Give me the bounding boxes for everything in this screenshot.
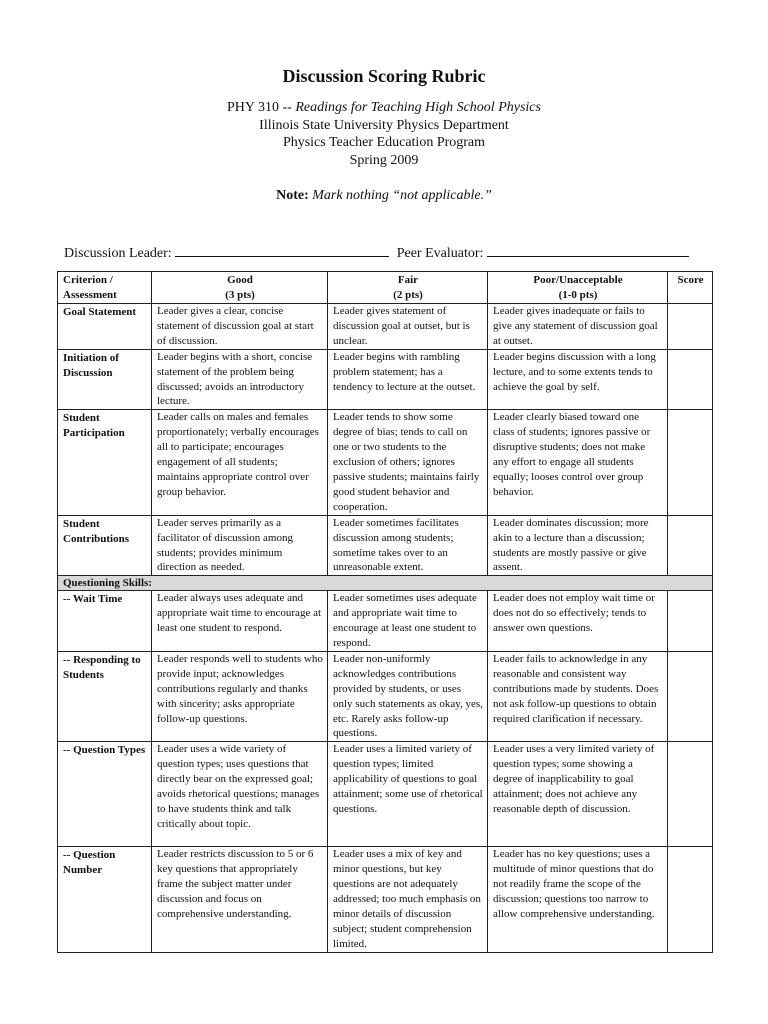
poor-cell: Leader gives inadequate or fails to give any statement of discussion goal at outset. bbox=[488, 304, 668, 350]
fair-points: (2 pts) bbox=[393, 288, 423, 301]
poor-cell: Leader fails to acknowledge in any reasonable and consistent way contributions made by students. Does not ask follow-up questions to obtain required clarification if necessary. bbox=[488, 651, 668, 741]
poor-cell: Leader does not employ wait time or does not do so effectively; tends to answer own questions. bbox=[488, 591, 668, 652]
score-cell[interactable] bbox=[668, 591, 713, 652]
fair-cell: Leader non-uniformly acknowledges contributions provided by students, or uses only such statements as okay, yes, etc. Rarely asks follow-up questions. bbox=[328, 651, 488, 741]
section-row bbox=[58, 576, 713, 591]
score-cell[interactable] bbox=[668, 847, 713, 952]
criterion-cell: Student Participation bbox=[58, 410, 152, 515]
table-row bbox=[58, 304, 713, 350]
evaluator-field[interactable] bbox=[487, 243, 689, 257]
fair-header bbox=[328, 272, 488, 304]
score-cell[interactable] bbox=[668, 651, 713, 741]
score-cell[interactable] bbox=[668, 410, 713, 515]
evaluator-label: Peer Evaluator: bbox=[396, 246, 484, 261]
criterion-header: Criterion / Assessment bbox=[58, 272, 152, 304]
fair-cell: Leader sometimes uses adequate and appropriate wait time to encourage at least one student to respond. bbox=[328, 591, 488, 652]
fair-cell: Leader begins with rambling problem statement; has a tendency to lecture at the outset. bbox=[328, 349, 488, 410]
good-points: (3 pts) bbox=[225, 288, 255, 301]
good-header bbox=[152, 272, 328, 304]
table-row bbox=[58, 847, 713, 952]
score-cell[interactable] bbox=[668, 304, 713, 350]
good-cell: Leader gives a clear, concise statement of discussion goal at start of discussion. bbox=[152, 304, 328, 350]
table-row bbox=[58, 651, 713, 741]
leader-label: Discussion Leader: bbox=[64, 246, 172, 261]
note-text: Mark nothing “not applicable.” bbox=[312, 188, 492, 203]
table-row bbox=[58, 591, 713, 652]
poor-label: Poor/Unacceptable bbox=[533, 274, 623, 286]
page-title: Discussion Scoring Rubric bbox=[282, 66, 486, 86]
rubric-table bbox=[57, 271, 713, 953]
good-cell: Leader uses a wide variety of question types; uses questions that directly bear on the expressed goal; avoids rhetorical questions; manages to have students think and talk critically about topic. bbox=[152, 742, 328, 847]
score-cell[interactable] bbox=[668, 349, 713, 410]
criterion-cell: Initiation of Discussion bbox=[58, 349, 152, 410]
good-cell: Leader calls on males and females proportionately; verbally encourages all to participate; encourages engagement of all students; maintains appropriate control over group behavior. bbox=[152, 410, 328, 515]
good-cell: Leader restricts discussion to 5 or 6 key questions that appropriately frame the subject matter under discussion and focus on comprehensive understanding. bbox=[152, 847, 328, 952]
poor-cell: Leader dominates discussion; more akin to a lecture than a discussion; students are mostly passive or give assent. bbox=[488, 515, 668, 576]
criterion-cell: -- Question Number bbox=[58, 847, 152, 952]
poor-cell: Leader begins discussion with a long lecture, and to some extents tends to achieve the goal by self. bbox=[488, 349, 668, 410]
section-heading: Questioning Skills: bbox=[58, 576, 713, 591]
poor-header bbox=[488, 272, 668, 304]
fair-cell: Leader gives statement of discussion goal at outset, but is unclear. bbox=[328, 304, 488, 350]
good-label: Good bbox=[227, 274, 253, 286]
note-label: Note: bbox=[276, 188, 309, 203]
table-row bbox=[58, 515, 713, 576]
good-cell: Leader begins with a short, concise statement of the problem being discussed; avoids an introductory lecture. bbox=[152, 349, 328, 410]
table-row bbox=[58, 349, 713, 410]
score-header: Score bbox=[668, 272, 713, 304]
criterion-cell: -- Question Types bbox=[58, 742, 152, 847]
score-cell[interactable] bbox=[668, 515, 713, 576]
good-cell: Leader responds well to students who provide input; acknowledges contributions regularly and thanks with sincerity; asks appropriate follow-up questions. bbox=[152, 651, 328, 741]
department: Illinois State University Physics Department bbox=[259, 117, 509, 133]
fair-cell: Leader sometimes facilitates discussion among students; sometime takes over to an unreasonable extent. bbox=[328, 515, 488, 576]
leader-field[interactable] bbox=[175, 243, 389, 257]
criterion-cell: -- Responding to Students bbox=[58, 651, 152, 741]
criterion-cell: Goal Statement bbox=[58, 304, 152, 350]
fair-cell: Leader uses a mix of key and minor questions, but key questions are not adequately addressed; too much emphasis on minor details of discussion subject; student comprehension limited. bbox=[328, 847, 488, 952]
good-cell: Leader serves primarily as a facilitator of discussion among students; provides minimum direction as needed. bbox=[152, 515, 328, 576]
course-header bbox=[0, 99, 768, 169]
table-row bbox=[58, 410, 713, 515]
fair-cell: Leader tends to show some degree of bias; tends to call on one or two students to the exclusion of others; ignores passive students; maintains fairly good student behavior and cooperation. bbox=[328, 410, 488, 515]
course-line bbox=[0, 99, 768, 117]
header-row bbox=[58, 272, 713, 304]
evaluation-fields bbox=[64, 243, 704, 262]
criterion-cell: -- Wait Time bbox=[58, 591, 152, 652]
note bbox=[0, 188, 768, 204]
term: Spring 2009 bbox=[349, 152, 419, 168]
program: Physics Teacher Education Program bbox=[282, 135, 486, 150]
course-code: PHY 310 -- bbox=[227, 100, 296, 115]
table-row bbox=[58, 742, 713, 847]
good-cell: Leader always uses adequate and appropriate wait time to encourage at least one student to respond. bbox=[152, 591, 328, 652]
course-name: Readings for Teaching High School Physics bbox=[295, 100, 541, 115]
poor-cell: Leader clearly biased toward one class of students; ignores passive or disruptive students; does not make any effort to engage all students equally; looses control over group behavior. bbox=[488, 410, 668, 515]
criterion-cell: Student Contributions bbox=[58, 515, 152, 576]
score-cell[interactable] bbox=[668, 742, 713, 847]
poor-cell: Leader has no key questions; uses a multitude of minor questions that do not readily frame the scope of the discussion; questions too narrow to allow comprehensive understanding. bbox=[488, 847, 668, 952]
poor-points: (1-0 pts) bbox=[558, 288, 598, 301]
poor-cell: Leader uses a very limited variety of question types; some showing a degree of inapplicability to goal attainment; does not achieve any reasonable depth of discussion. bbox=[488, 742, 668, 847]
fair-label: Fair bbox=[397, 274, 419, 286]
fair-cell: Leader uses a limited variety of question types; limited applicability of questions to goal attainment; some use of rhetorical questions. bbox=[328, 742, 488, 847]
